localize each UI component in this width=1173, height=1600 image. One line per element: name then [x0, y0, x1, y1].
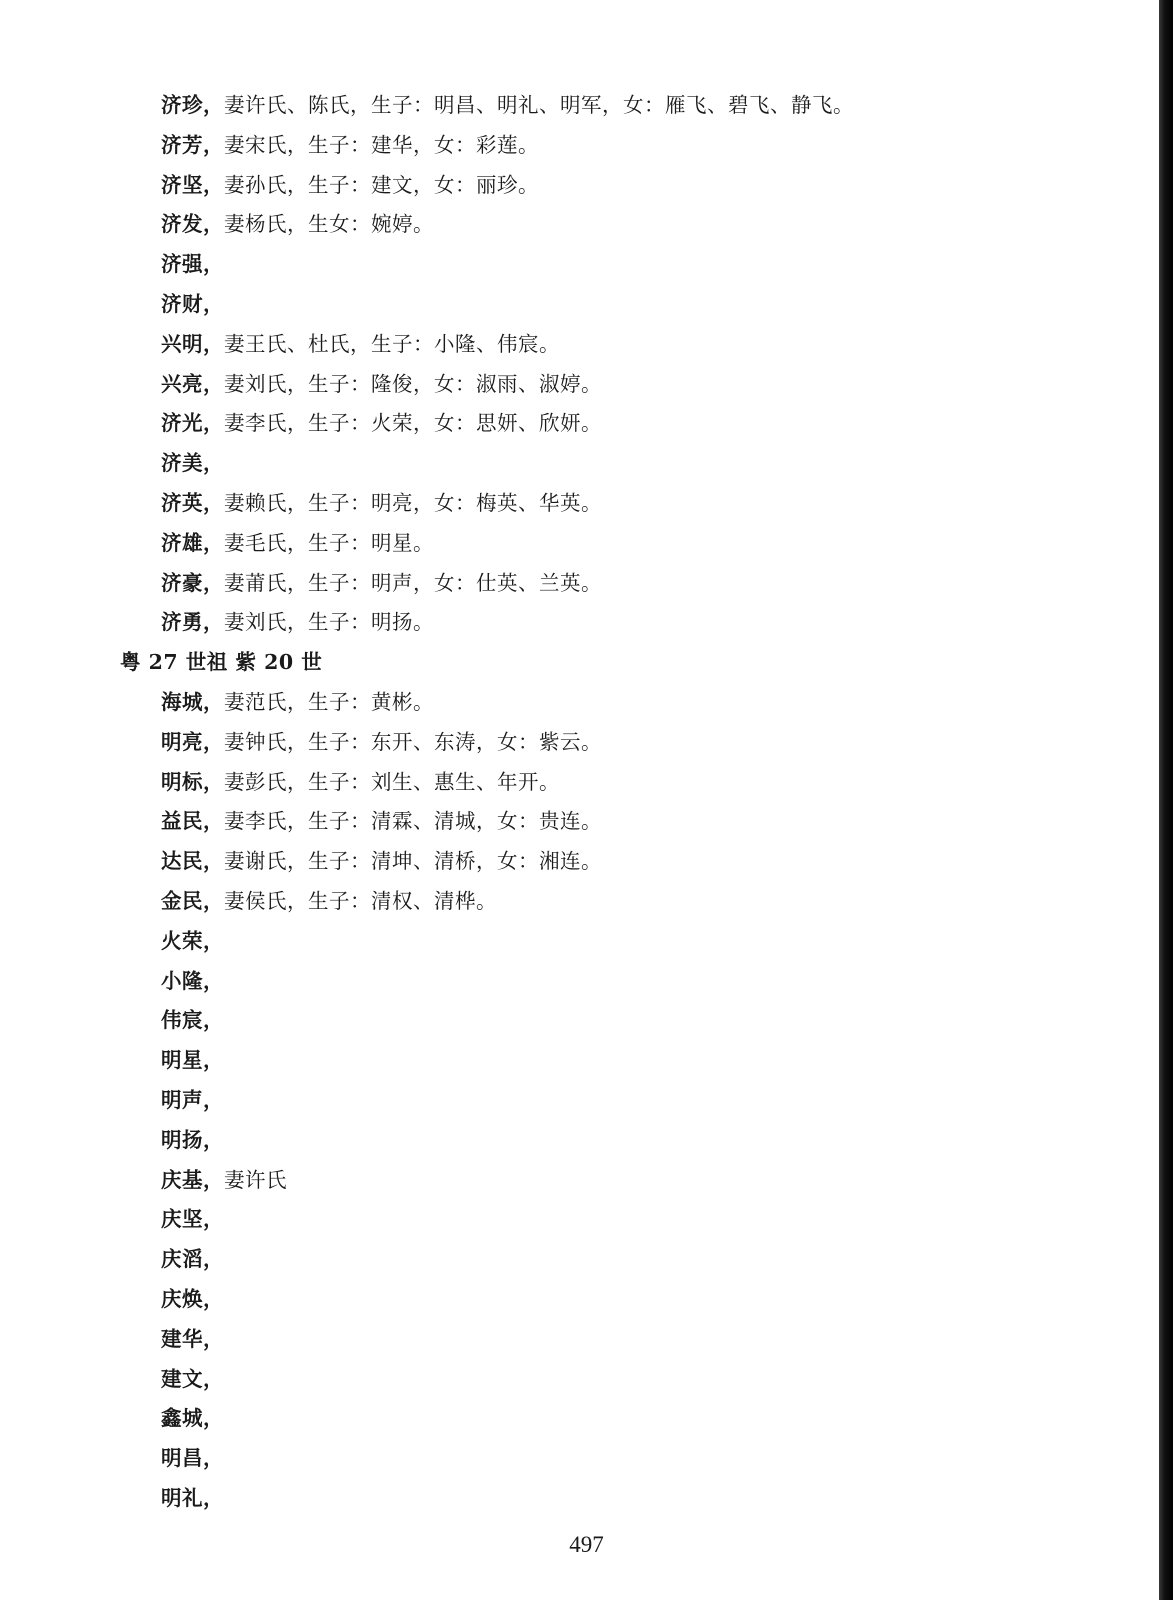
page-number: 497 [569, 1532, 604, 1557]
genealogy-entry [0, 166, 1150, 206]
genealogy-entry [0, 1399, 1150, 1439]
genealogy-entry [0, 842, 1150, 882]
entry-name: 明亮， [161, 729, 224, 754]
entry-name: 伟宸， [161, 1008, 224, 1033]
entry-name: 明礼， [161, 1485, 224, 1510]
entry-detail: 妻范氏，生子：黄彬。 [224, 689, 434, 714]
genealogy-entry [0, 603, 1150, 643]
genealogy-entry [0, 1081, 1150, 1121]
entry-detail: 妻莆氏，生子：明声，女：仕英、兰英。 [224, 570, 602, 595]
entry-detail: 妻钟氏，生子：东开、东涛，女：紫云。 [224, 729, 602, 754]
genealogy-entry [0, 325, 1150, 365]
genealogy-entry [0, 962, 1150, 1002]
entry-name: 火荣， [161, 928, 224, 953]
entry-detail: 妻赖氏，生子：明亮，女：梅英、华英。 [224, 490, 602, 515]
entry-name: 庆焕， [161, 1286, 224, 1311]
entry-name: 明标， [161, 769, 224, 794]
generation-heading: 粤 27 世祖 紫 20 世 [120, 650, 323, 675]
genealogy-entry [0, 1121, 1150, 1161]
entry-name: 明昌， [161, 1446, 224, 1471]
entry-name: 济雄， [161, 530, 224, 555]
entry-name: 济发， [161, 212, 224, 237]
genealogy-entry [0, 882, 1150, 922]
genealogy-text [0, 86, 1150, 1519]
entry-name: 济美， [161, 451, 224, 476]
entries-block-lower [0, 683, 1150, 1519]
entry-detail: 妻杨氏，生女：婉婷。 [224, 212, 434, 237]
genealogy-entry [0, 802, 1150, 842]
entry-name: 济光， [161, 411, 224, 436]
entries-block-upper [0, 86, 1150, 643]
entry-name: 济英， [161, 490, 224, 515]
entry-name: 济珍， [161, 93, 224, 117]
entry-detail: 妻刘氏，生子：明扬。 [224, 610, 434, 635]
genealogy-entry [0, 245, 1150, 285]
entry-name: 明星， [161, 1048, 224, 1073]
entry-detail: 妻侯氏，生子：清权、清桦。 [224, 888, 497, 913]
entry-detail: 妻李氏，生子：清霖、清城，女：贵连。 [224, 809, 602, 834]
entry-name: 鑫城， [161, 1406, 224, 1431]
genealogy-entry [0, 1320, 1150, 1360]
genealogy-entry [0, 404, 1150, 444]
genealogy-entry [0, 126, 1150, 166]
genealogy-entry [0, 524, 1150, 564]
entry-name: 达民， [161, 849, 224, 874]
entry-name: 济财， [161, 291, 224, 316]
entry-detail: 妻李氏，生子：火荣，女：思妍、欣妍。 [224, 411, 602, 436]
entry-detail: 妻宋氏，生子：建华，女：彩莲。 [224, 132, 539, 157]
entry-name: 明扬， [161, 1127, 224, 1152]
entry-detail: 妻孙氏，生子：建文，女：丽珍。 [224, 172, 539, 197]
genealogy-entry [0, 1280, 1150, 1320]
entry-name: 海城， [161, 689, 224, 714]
entry-name: 建华， [161, 1326, 224, 1351]
entry-name: 金民， [161, 888, 224, 913]
entry-name: 济芳， [161, 132, 224, 157]
genealogy-entry [0, 205, 1150, 245]
entry-name: 庆基， [161, 1167, 224, 1192]
entry-name: 济坚， [161, 172, 224, 197]
entry-detail: 妻毛氏，生子：明星。 [224, 530, 434, 555]
genealogy-entry [0, 1161, 1150, 1201]
entry-detail: 妻许氏、陈氏，生子：明昌、明礼、明军，女：雁飞、碧飞、静飞。 [224, 93, 854, 117]
genealogy-entry [0, 922, 1150, 962]
genealogy-entry [0, 484, 1150, 524]
genealogy-entry [0, 683, 1150, 723]
entry-detail: 妻彭氏，生子：刘生、惠生、年开。 [224, 769, 560, 794]
genealogy-entry [0, 1240, 1150, 1280]
entry-name: 济勇， [161, 610, 224, 635]
entry-name: 益民， [161, 809, 224, 834]
genealogy-entry [0, 1041, 1150, 1081]
genealogy-entry [0, 1439, 1150, 1479]
scan-border [1159, 0, 1173, 1600]
genealogy-entry [0, 1360, 1150, 1400]
entry-name: 庆滔， [161, 1247, 224, 1272]
entry-name: 兴亮， [161, 371, 224, 396]
entry-name: 小隆， [161, 968, 224, 993]
entry-detail: 妻许氏 [224, 1167, 287, 1192]
entry-detail: 妻谢氏，生子：清坤、清桥，女：湘连。 [224, 849, 602, 874]
entry-name: 建文， [161, 1366, 224, 1391]
entry-detail: 妻王氏、杜氏，生子：小隆、伟宸。 [224, 331, 560, 356]
genealogy-entry [0, 285, 1150, 325]
genealogy-entry [0, 763, 1150, 803]
genealogy-entry [0, 365, 1150, 405]
genealogy-entry [0, 1200, 1150, 1240]
entry-name: 明声， [161, 1087, 224, 1112]
genealogy-entry [0, 723, 1150, 763]
entry-name: 兴明， [161, 331, 224, 356]
genealogy-entry [0, 1001, 1150, 1041]
genealogy-entry [0, 1479, 1150, 1519]
genealogy-entry [0, 564, 1150, 604]
genealogy-entry [0, 444, 1150, 484]
entry-name: 济豪， [161, 570, 224, 595]
entry-name: 济强， [161, 252, 224, 277]
entry-detail: 妻刘氏，生子：隆俊，女：淑雨、淑婷。 [224, 371, 602, 396]
genealogy-entry [0, 86, 1150, 126]
entry-name: 庆坚， [161, 1207, 224, 1232]
